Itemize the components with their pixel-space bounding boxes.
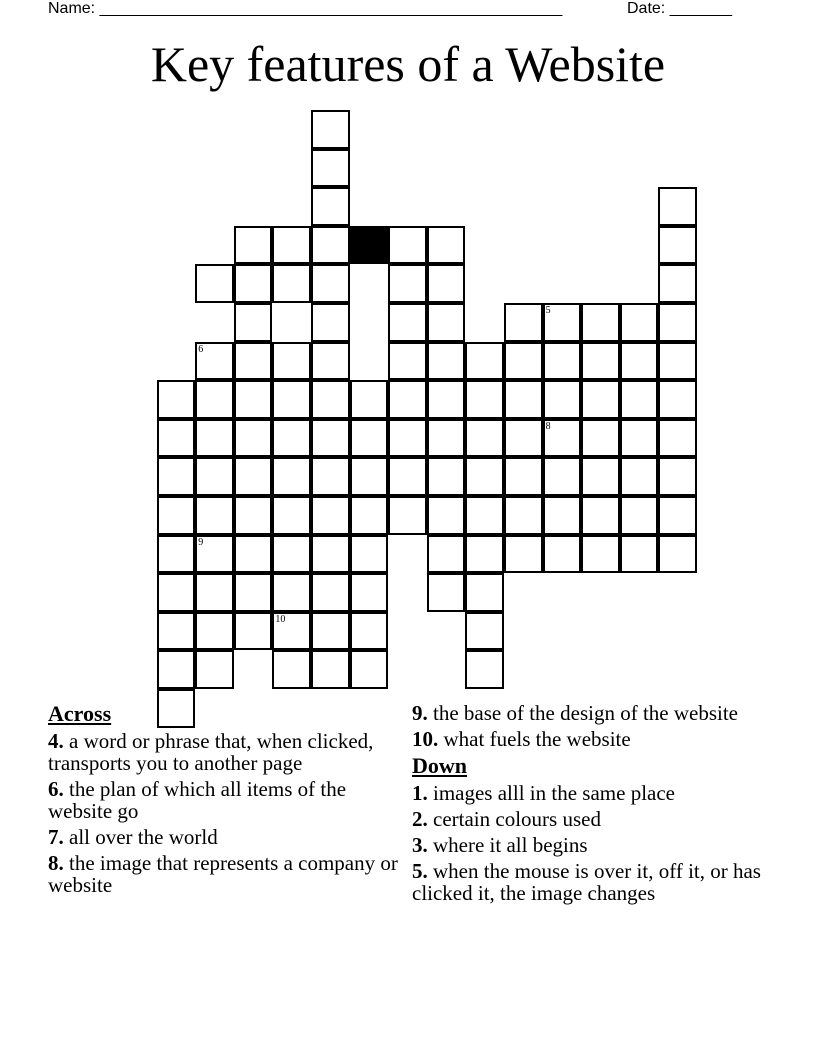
page-title: Key features of a Website (150, 36, 666, 92)
grid-cell[interactable] (195, 457, 234, 496)
grid-cell[interactable] (427, 496, 466, 535)
clue-across-10: 10. what fuels the website (412, 727, 631, 751)
grid-cell[interactable] (272, 650, 311, 689)
clue-number: 9 (198, 536, 204, 548)
grid-cell[interactable] (543, 342, 582, 381)
grid-cell[interactable] (658, 419, 697, 458)
grid-cell[interactable] (350, 380, 389, 419)
grid-cell[interactable] (543, 457, 582, 496)
grid-cell[interactable] (272, 612, 311, 651)
grid-cell[interactable] (311, 264, 350, 303)
grid-cell[interactable] (504, 457, 543, 496)
grid-cell[interactable] (581, 380, 620, 419)
grid-cell[interactable] (388, 496, 427, 535)
grid-black-cell (350, 226, 389, 265)
grid-cell[interactable] (427, 535, 466, 574)
grid-cell[interactable] (427, 303, 466, 342)
clue-down-1: 1. images alll in the same place (412, 781, 675, 805)
grid-cell[interactable] (195, 573, 234, 612)
grid-cell[interactable] (388, 264, 427, 303)
grid-cell[interactable] (620, 535, 659, 574)
grid-cell[interactable] (195, 496, 234, 535)
grid-cell[interactable] (234, 303, 273, 342)
grid-cell[interactable] (157, 650, 196, 689)
clue-number: 5 (545, 305, 551, 316)
grid-cell[interactable] (427, 380, 466, 419)
grid-cell[interactable] (543, 535, 582, 574)
clue-across-6: 6. the plan of which all items of the website go (48, 777, 347, 823)
grid-cell[interactable] (658, 457, 697, 496)
clue-down-2: 2. certain colours used (412, 807, 601, 831)
grid-cell[interactable] (272, 496, 311, 535)
clue-across-8: 8. the image that represents a company or website (48, 851, 398, 897)
grid-cell[interactable] (311, 573, 350, 612)
grid-cell[interactable] (311, 187, 350, 226)
grid-cell[interactable] (581, 496, 620, 535)
grid-cell[interactable] (465, 612, 504, 651)
across-heading: Across (48, 701, 112, 726)
clues-left-column (48, 702, 403, 900)
grid-cell[interactable] (311, 342, 350, 381)
grid-cell[interactable] (543, 496, 582, 535)
grid-cell[interactable] (234, 496, 273, 535)
grid-cell[interactable] (581, 419, 620, 458)
grid-cell[interactable] (427, 264, 466, 303)
grid-cell[interactable] (465, 573, 504, 612)
grid-cell[interactable] (388, 342, 427, 381)
grid-cell[interactable] (311, 303, 350, 342)
name-field: Name: ____________________________________________________ (48, 0, 563, 17)
grid-cell[interactable] (195, 650, 234, 689)
grid-cell[interactable] (388, 226, 427, 265)
grid-cell[interactable] (465, 380, 504, 419)
grid-cell[interactable] (311, 612, 350, 651)
grid-cell[interactable] (620, 380, 659, 419)
grid-cell[interactable] (388, 419, 427, 458)
grid-cell[interactable] (658, 303, 697, 342)
clue-number: 6 (198, 343, 204, 355)
down-heading: Down (412, 753, 468, 778)
grid-cell[interactable] (620, 342, 659, 381)
grid-cell[interactable] (658, 496, 697, 535)
grid-cell[interactable] (311, 419, 350, 458)
clues-right-column (412, 702, 762, 908)
grid-cell[interactable] (504, 419, 543, 458)
grid-cell[interactable] (234, 342, 273, 381)
grid-cell[interactable] (311, 226, 350, 265)
grid-cell[interactable] (272, 419, 311, 458)
grid-cell[interactable] (272, 457, 311, 496)
grid-cell[interactable] (504, 535, 543, 574)
grid-cell[interactable] (350, 457, 389, 496)
grid-cell[interactable] (388, 303, 427, 342)
grid-cell[interactable] (272, 535, 311, 574)
grid-cell[interactable] (272, 573, 311, 612)
grid-cell[interactable] (350, 419, 389, 458)
grid-cell[interactable] (388, 380, 427, 419)
grid-cell[interactable] (388, 457, 427, 496)
grid-cell[interactable] (620, 419, 659, 458)
grid-cell[interactable] (234, 226, 273, 265)
clue-down-5: 5. when the mouse is over it, off it, or has clicked it, the image changes (412, 859, 761, 905)
date-field: Date: _______ (627, 0, 732, 17)
grid-cell[interactable] (195, 380, 234, 419)
grid-cell[interactable] (543, 380, 582, 419)
clue-number: 10 (275, 613, 286, 625)
grid-cell[interactable] (427, 573, 466, 612)
grid-cell[interactable] (272, 342, 311, 381)
grid-cell[interactable] (350, 496, 389, 535)
grid-cell[interactable] (311, 535, 350, 574)
grid-cell[interactable] (234, 535, 273, 574)
grid-cell[interactable] (658, 535, 697, 574)
clue-across-4: 4. a word or phrase that, when clicked, transports you to another page (48, 729, 374, 775)
grid-cell[interactable] (465, 419, 504, 458)
grid-cell[interactable] (157, 612, 196, 651)
grid-cell[interactable] (311, 650, 350, 689)
grid-cell[interactable] (350, 612, 389, 651)
grid-cell[interactable] (157, 535, 196, 574)
grid-cell[interactable] (620, 496, 659, 535)
grid-cell[interactable] (195, 535, 234, 574)
grid-cell[interactable] (157, 573, 196, 612)
grid-cell[interactable] (157, 380, 196, 419)
grid-cell[interactable] (195, 419, 234, 458)
grid-cell[interactable] (195, 612, 234, 651)
grid-cell[interactable] (311, 380, 350, 419)
grid-cell[interactable] (311, 496, 350, 535)
grid-cell[interactable] (272, 264, 311, 303)
grid-cell[interactable] (504, 342, 543, 381)
clue-down-3: 3. where it all begins (412, 833, 588, 857)
grid-cell[interactable] (658, 226, 697, 265)
grid-cell[interactable] (427, 419, 466, 458)
grid-cell[interactable] (157, 457, 196, 496)
grid-cell[interactable] (620, 457, 659, 496)
grid-cell[interactable] (195, 264, 234, 303)
grid-cell[interactable] (157, 496, 196, 535)
grid-cell[interactable] (581, 303, 620, 342)
grid-cell[interactable] (504, 303, 543, 342)
grid-cell[interactable] (658, 380, 697, 419)
grid-cell[interactable] (350, 650, 389, 689)
grid-cell[interactable] (234, 457, 273, 496)
grid-cell[interactable] (157, 419, 196, 458)
grid-cell[interactable] (234, 380, 273, 419)
clue-across-9: 9. the base of the design of the website (412, 701, 738, 725)
grid-cell[interactable] (272, 226, 311, 265)
grid-cell[interactable] (311, 110, 350, 149)
grid-cell[interactable] (465, 496, 504, 535)
grid-cell[interactable] (311, 457, 350, 496)
clue-across-7: 7. all over the world (48, 825, 218, 849)
grid-cell[interactable] (427, 226, 466, 265)
grid-cell[interactable] (658, 264, 697, 303)
grid-cell[interactable] (311, 149, 350, 188)
grid-cell[interactable] (234, 419, 273, 458)
grid-cell[interactable] (581, 342, 620, 381)
grid-cell[interactable] (543, 303, 582, 342)
clue-number: 8 (545, 420, 551, 432)
grid-cell[interactable] (234, 612, 273, 651)
grid-cell[interactable] (234, 264, 273, 303)
grid-cell[interactable] (504, 380, 543, 419)
grid-cell[interactable] (465, 457, 504, 496)
grid-cell[interactable] (465, 650, 504, 689)
grid-cell[interactable] (543, 419, 582, 458)
grid-cell[interactable] (658, 342, 697, 381)
grid-cell[interactable] (195, 342, 234, 381)
grid-cell[interactable] (427, 457, 466, 496)
grid-cell[interactable] (581, 535, 620, 574)
grid-cell[interactable] (658, 187, 697, 226)
grid-cell[interactable] (350, 573, 389, 612)
grid-cell[interactable] (350, 535, 389, 574)
grid-cell[interactable] (504, 496, 543, 535)
grid-cell[interactable] (620, 303, 659, 342)
grid-cell[interactable] (272, 380, 311, 419)
grid-cell[interactable] (234, 573, 273, 612)
grid-cell[interactable] (581, 457, 620, 496)
grid-cell[interactable] (465, 535, 504, 574)
grid-cell[interactable] (465, 342, 504, 381)
grid-cell[interactable] (427, 342, 466, 381)
